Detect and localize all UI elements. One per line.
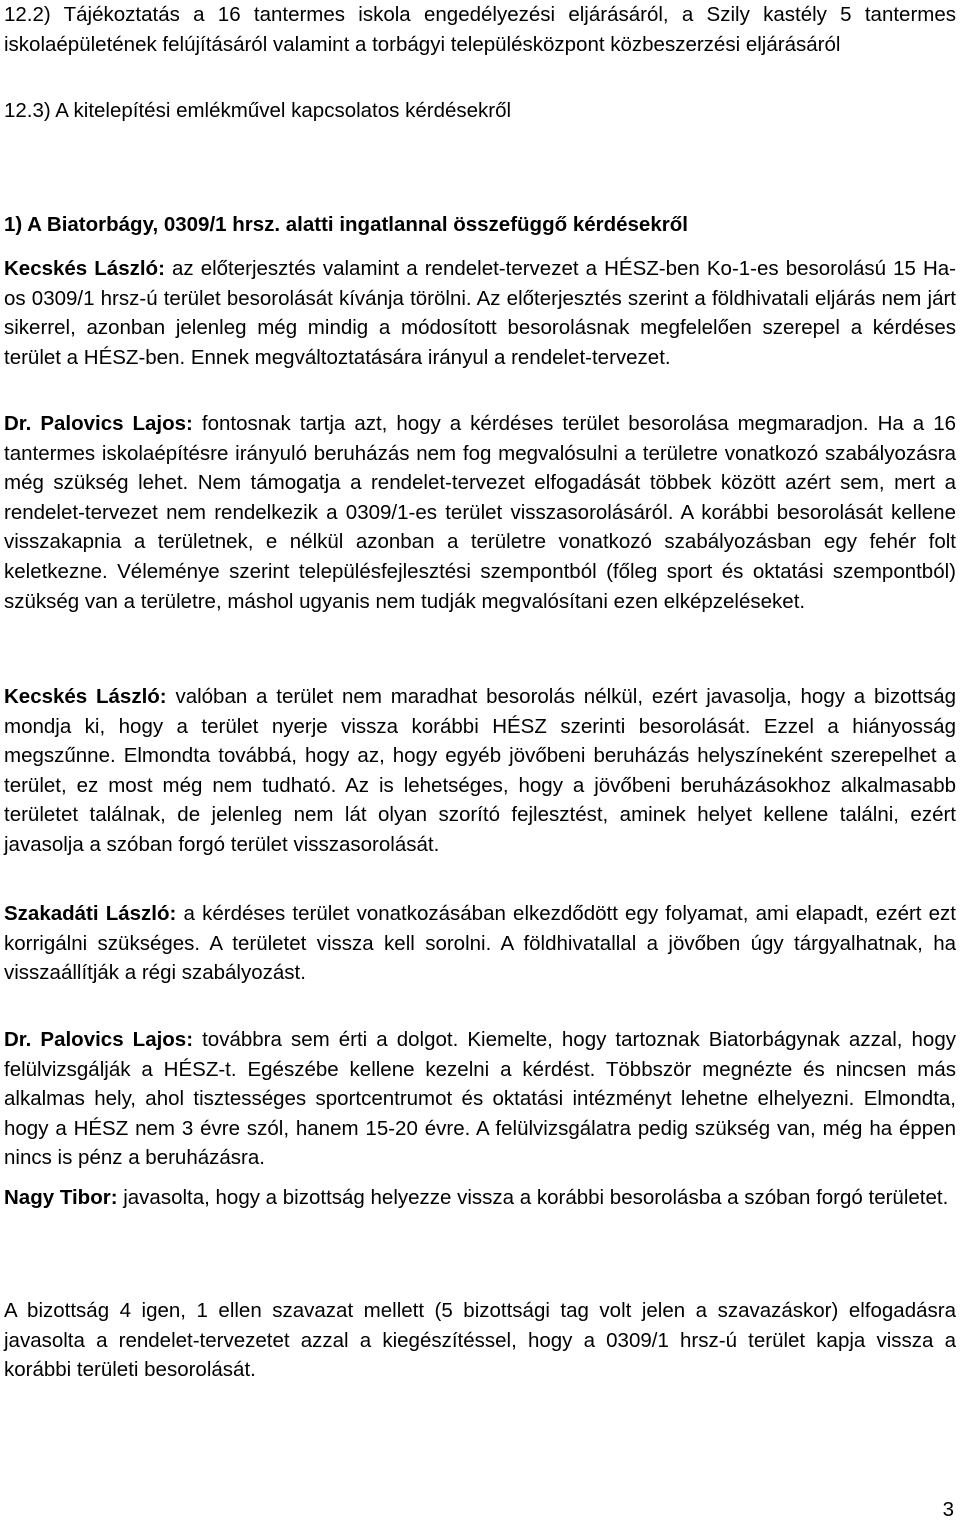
paragraph-palovics-1 bbox=[4, 409, 956, 616]
paragraph-kecskes-2 bbox=[4, 682, 956, 860]
speaker-name: Dr. Palovics Lajos: bbox=[4, 1028, 194, 1051]
section-heading: 1) A Biatorbágy, 0309/1 hrsz. alatti ingatlannal összefüggő kérdésekről bbox=[4, 213, 688, 236]
speaker-name: Nagy Tibor: bbox=[4, 1186, 118, 1209]
page-number: 3 bbox=[942, 1498, 954, 1521]
speaker-name: Dr. Palovics Lajos: bbox=[4, 412, 193, 435]
paragraph-text: fontosnak tartja azt, hogy a kérdéses terület besorolása megmaradjon. Ha a 16 tantermes iskolaépítésre irányuló beruházás nem fog megvalósulni a területre vonatkozó szabályozásra még szükség lehet. Nem támogatja a rendelet-tervezet elfogadását többek között azért sem, mert a rendelet-tervezet nem rendelkezik a 0309/1-es terület visszasorolásáról. A korábbi besorolását kellene visszakapnia a területnek, e nélkül azonban a területre vonatkozó szabályozásban egy fehér folt keletkezne. Véleménye szerint településfejlesztési szempontból (főleg sport és oktatási szempontból) szükség van a területre, máshol ugyanis nem tudják megvalósítani ezen elképzeléseket. bbox=[4, 412, 956, 613]
paragraph-text: javasolta, hogy a bizottság helyezze vissza a korábbi besorolásba a szóban forgó területet. bbox=[117, 1186, 949, 1209]
speaker-name: Kecskés László: bbox=[4, 257, 165, 280]
agenda-item-12-3: 12.3) A kitelepítési emlékművel kapcsolatos kérdésekről bbox=[4, 99, 512, 122]
decision-paragraph: A bizottság 4 igen, 1 ellen szavazat mellett (5 bizottsági tag volt jelen a szavazáskor) elfogadásra javasolta a rendelet-tervezetet azzal a kiegészítéssel, hogy a 0309/1 hrsz-ú terület kapja vissza a korábbi területi besorolását. bbox=[4, 1299, 956, 1382]
paragraph-kecskes-1 bbox=[4, 254, 956, 372]
speaker-name: Szakadáti László: bbox=[4, 902, 177, 925]
paragraph-text: valóban a terület nem maradhat besorolás nélkül, ezért javasolja, hogy a bizottság mondja ki, hogy a terület nyerje vissza korábbi HÉSZ szerinti besorolását. Ezzel a hiányosság megszűnne. Elmondta továbbá, hogy az, hogy egyéb jövőbeni beruházás helyszíneként szerepelhet a terület, ez most még nem tudható. Az is lehetséges, hogy a jövőbeni beruházásokhoz alkalmasabb területet találnak, de jelenleg nem lát olyan szorító fejlesztést, aminek helyet kellene találni, ezért javasolja a szóban forgó terület visszasorolását. bbox=[4, 685, 956, 856]
agenda-item-12-2: 12.2) Tájékoztatás a 16 tantermes iskola engedélyezési eljárásáról, a Szily kastély 5 tantermes iskolaépületének felújításáról valamint a torbágyi településközpont közbeszerzési eljárásáról bbox=[4, 3, 956, 56]
paragraph-text: az előterjesztés valamint a rendelet-tervezet a HÉSZ-ben Ko-1-es besorolású 15 Ha-os 0309/1 hrsz-ú terület besorolását kívánja törölni. Az előterjesztés szerint a földhivatali eljárás nem járt sikerrel, azonban jelenleg még mindig a módosított besorolásnak megfelelően szerepel a kérdéses terület a HÉSZ-ben. Ennek megváltoztatására irányul a rendelet-tervezet. bbox=[4, 257, 956, 369]
paragraph-palovics-2 bbox=[4, 1025, 956, 1173]
speaker-name: Kecskés László: bbox=[4, 685, 167, 708]
paragraph-szakadati bbox=[4, 899, 956, 988]
paragraph-text: a kérdéses terület vonatkozásában elkezdődött egy folyamat, ami elapadt, ezért ezt korrigálni szükséges. A területet vissza kell sorolni. A földhivatallal a jövőben úgy tárgyalhatnak, ha visszaállítják a régi szabályozást. bbox=[4, 902, 956, 985]
paragraph-text: továbbra sem érti a dolgot. Kiemelte, hogy tartoznak Biatorbágynak azzal, hogy felülvizsgálják a HÉSZ-t. Egészébe kellene kezelni a kérdést. Többször megnézte és nincsen más alkalmas hely, ahol tisztességes sportcentrumot és oktatási intézményt lehetne elhelyezni. Elmondta, hogy a HÉSZ nem 3 évre szól, hanem 15-20 évre. A felülvizsgálatra pedig szükség van, még ha éppen nincs is pénz a beruházásra. bbox=[4, 1028, 956, 1170]
paragraph-nagy bbox=[4, 1183, 956, 1213]
